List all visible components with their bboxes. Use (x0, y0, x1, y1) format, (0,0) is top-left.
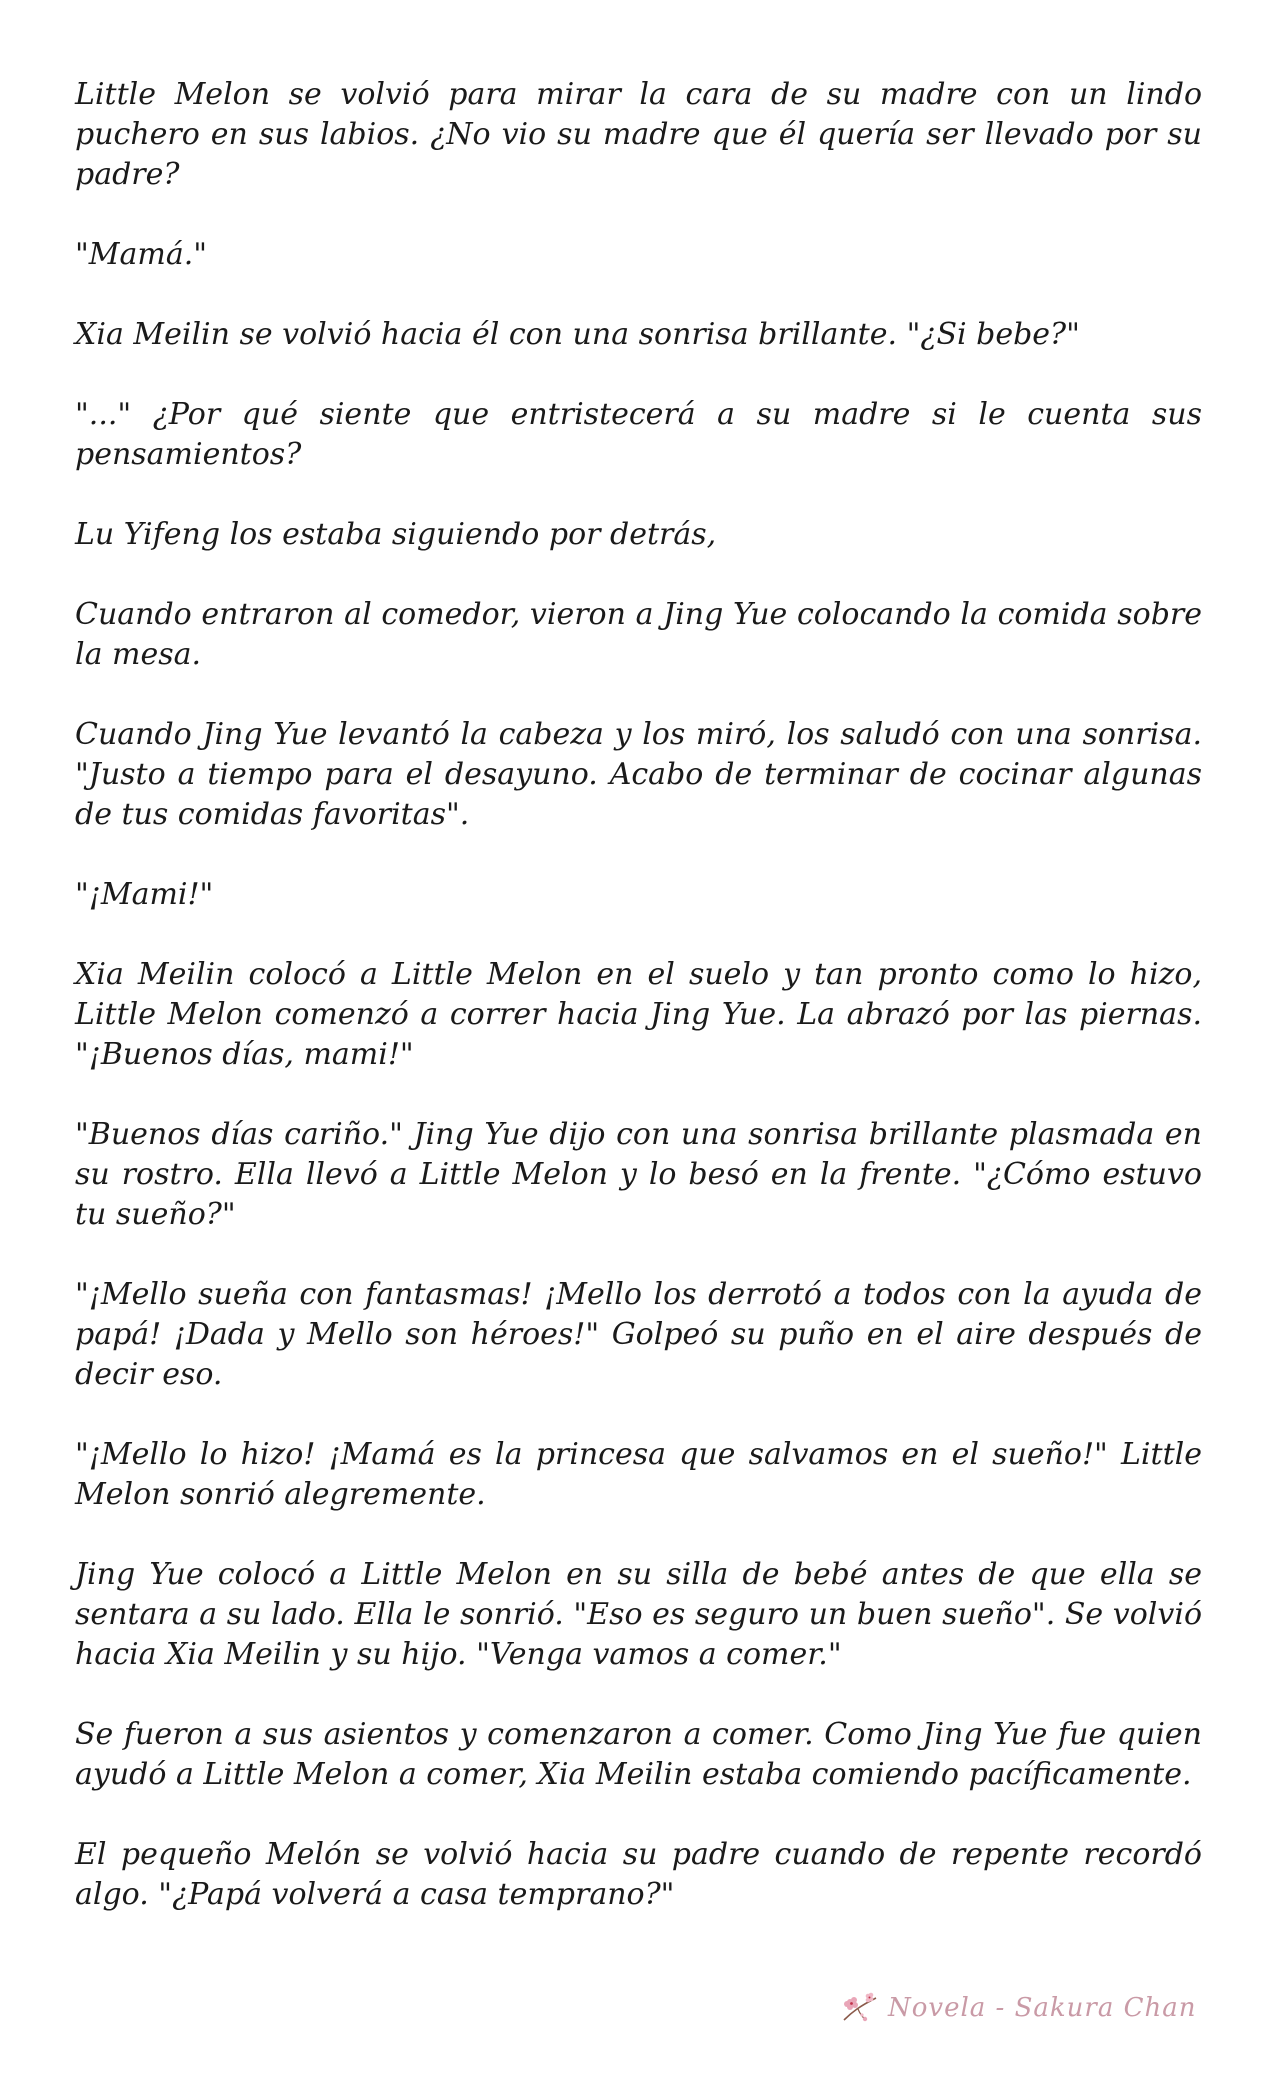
document-body (75, 75, 1202, 1955)
paragraph-7: Cuando Jing Yue levantó la cabeza y los miró, los saludó con una sonrisa. "Justo a tiempo para el desayuno. Acabo de terminar de cocinar algunas de tus comidas favoritas". (75, 717, 1202, 832)
paragraph-9: Xia Meilin colocó a Little Melon en el suelo y tan pronto como lo hizo, Little Melon comenzó a correr hacia Jing Yue. La abrazó por las piernas. "¡Buenos días, mami!" (75, 957, 1202, 1072)
paragraph-10: "Buenos días cariño." Jing Yue dijo con una sonrisa brillante plasmada en su rostro. Ella llevó a Little Melon y lo besó en la frente. "¿Cómo estuvo tu sueño?" (75, 1117, 1202, 1232)
paragraph-11: "¡Mello sueña con fantasmas! ¡Mello los derrotó a todos con la ayuda de papá! ¡Dada y Mello son héroes!" Golpeó su puño en el aire después de decir eso. (75, 1277, 1202, 1392)
paragraph-15: El pequeño Melón se volvió hacia su padre cuando de repente recordó algo. "¿Papá volverá a casa temprano?" (75, 1837, 1202, 1912)
paragraph-8: "¡Mami!" (75, 877, 214, 912)
paragraph-2: "Mamá." (75, 237, 208, 272)
paragraph-13: Jing Yue colocó a Little Melon en su silla de bebé antes de que ella se sentara a su lado. Ella le sonrió. "Eso es seguro un buen sueño". Se volvió hacia Xia Meilin y su hijo. "Venga vamos a comer." (75, 1557, 1202, 1672)
cherry-blossom-icon (840, 1990, 880, 2026)
watermark (840, 1988, 1197, 2028)
paragraph-3: Xia Meilin se volvió hacia él con una sonrisa brillante. "¿Si bebe?" (75, 317, 1080, 352)
paragraph-1: Little Melon se volvió para mirar la cara de su madre con un lindo puchero en sus labios. ¿No vio su madre que él quería ser llevado por su padre? (75, 77, 1202, 192)
watermark-text: Novela - Sakura Chan (888, 1993, 1197, 2023)
paragraph-14: Se fueron a sus asientos y comenzaron a comer. Como Jing Yue fue quien ayudó a Little Melon a comer, Xia Meilin estaba comiendo pacíficamente. (75, 1717, 1202, 1792)
paragraph-5: Lu Yifeng los estaba siguiendo por detrás, (75, 517, 717, 552)
paragraph-6: Cuando entraron al comedor, vieron a Jing Yue colocando la comida sobre la mesa. (75, 597, 1202, 672)
paragraph-12: "¡Mello lo hizo! ¡Mamá es la princesa que salvamos en el sueño!" Little Melon sonrió alegremente. (75, 1437, 1202, 1512)
paragraph-4: "..." ¿Por qué siente que entristecerá a su madre si le cuenta sus pensamientos? (75, 397, 1202, 472)
